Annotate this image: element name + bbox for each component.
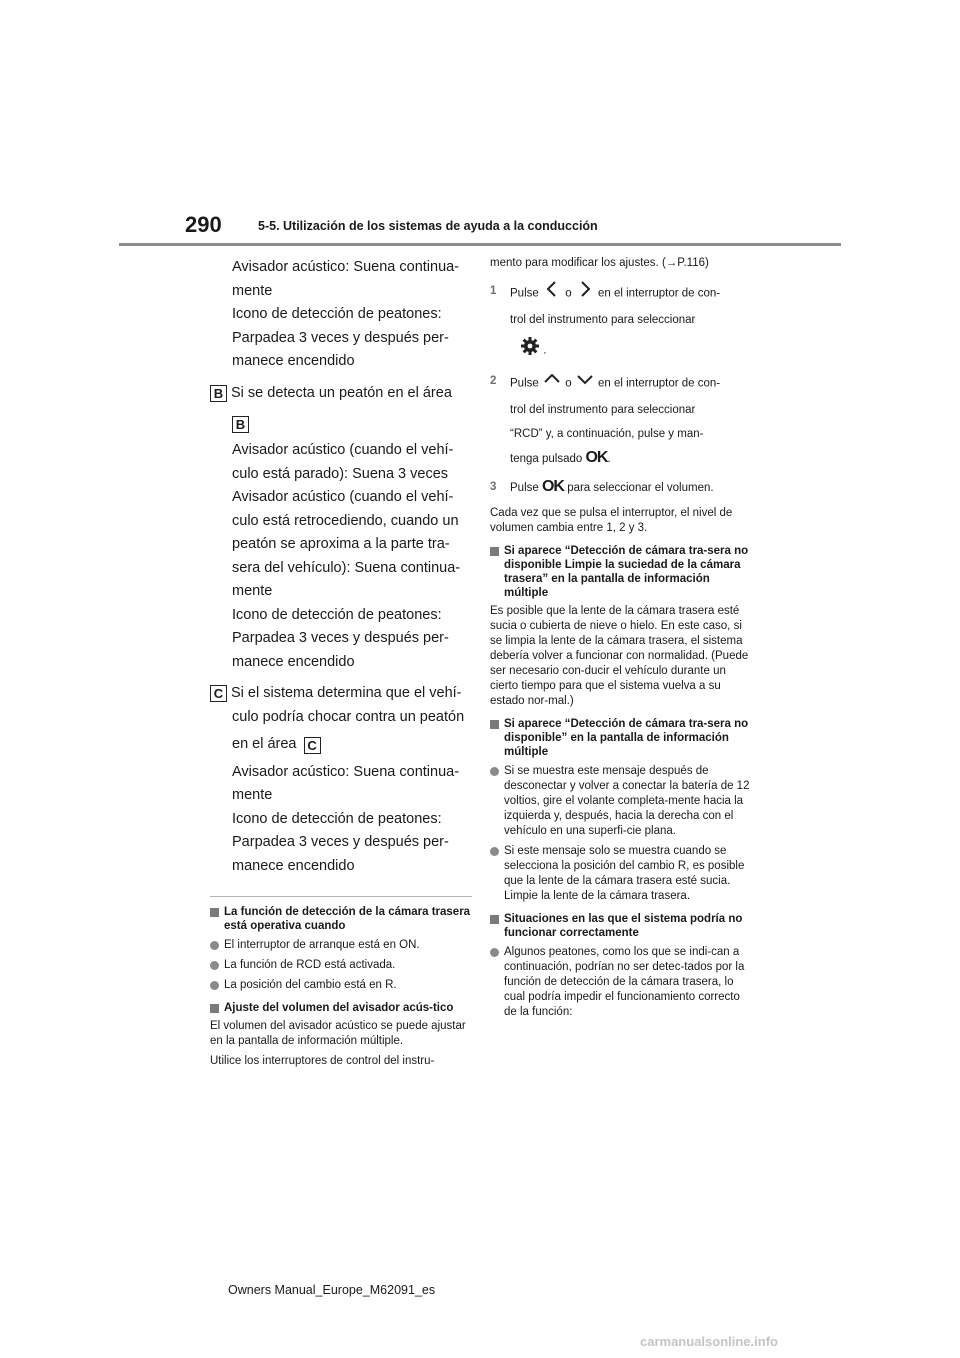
section-title: 5-5. Utilización de los sistemas de ayuda a la conducción	[258, 219, 598, 233]
text-line: Avisador acústico (cuando el vehí-	[232, 489, 454, 505]
step-line: trol del instrumento para seleccionar	[510, 314, 696, 326]
square-bullet-icon	[210, 1004, 219, 1013]
text-fragment: o	[565, 287, 572, 300]
text-line: Icono de detección de peatones:	[232, 606, 442, 623]
text-fragment: en el área	[232, 736, 297, 752]
area-c-lines	[210, 706, 472, 879]
text-fragment: .	[607, 453, 611, 465]
section-heading	[210, 1001, 472, 1015]
heading-text: Ajuste del volumen del avisador acús-tico	[224, 1002, 454, 1014]
area-b-block	[210, 382, 472, 675]
section-heading	[210, 905, 472, 933]
area-b-badge: B	[210, 385, 227, 402]
watermark: carmanualsonline.info	[640, 1334, 778, 1349]
list-item	[490, 764, 752, 839]
text-line: peatón se aproxima a la parte tra-	[232, 536, 450, 552]
list-item	[490, 844, 752, 904]
round-bullet-icon	[490, 847, 499, 856]
step-body	[510, 475, 752, 500]
round-bullet-icon	[490, 948, 499, 957]
text-line: Avisador acústico (cuando el vehí-	[232, 442, 454, 458]
round-bullet-icon	[210, 941, 219, 950]
intro-block	[210, 256, 472, 374]
text-fragment: Pulse	[510, 377, 539, 390]
heading-text: La función de detección de la cámara trasera está operativa cuando	[224, 906, 471, 932]
heading-text: Situaciones en las que el sistema podría no funcionar correctamente	[504, 913, 743, 939]
chevron-down-icon	[575, 369, 595, 398]
square-bullet-icon	[210, 908, 219, 917]
bullet-text: El interruptor de arranque está en ON.	[224, 939, 420, 951]
step-line	[510, 279, 752, 308]
paragraph: Utilice los interruptores de control del instru-	[210, 1055, 435, 1067]
bullet-text: La función de RCD está activada.	[224, 959, 396, 971]
step-line	[510, 369, 752, 398]
step-2	[490, 369, 752, 471]
paragraph: mento para modificar los ajustes. (→P.116)	[490, 257, 709, 269]
right-column	[490, 256, 752, 1025]
list-item	[210, 938, 472, 953]
step-line: “RCD” y, a continuación, pulse y man-	[510, 428, 704, 440]
text-line: culo podría chocar contra un peatón	[232, 708, 465, 725]
step-1	[490, 279, 752, 365]
area-b-row	[210, 382, 472, 406]
step-line	[510, 336, 752, 365]
step-number: 2	[490, 375, 497, 387]
text-line: Icono de detección de peatones:	[232, 306, 442, 322]
text-fragment: en el interruptor de con-	[598, 287, 721, 300]
text-fragment: o	[565, 377, 572, 390]
text-line: Si se detecta un peatón en el área	[231, 384, 452, 401]
text-line: mente	[232, 583, 273, 599]
area-c-row	[210, 682, 472, 706]
header-divider	[119, 243, 841, 246]
ok-button-icon: OK	[585, 449, 608, 466]
step-line	[510, 446, 752, 471]
area-b-badge-row	[232, 414, 472, 433]
list-item	[210, 958, 472, 973]
ok-button-icon: OK	[541, 478, 564, 495]
section-heading	[490, 717, 752, 759]
area-b-badge: B	[232, 416, 249, 433]
paragraph: Cada vez que se pulsa el interruptor, el nivel de volumen cambia entre 1, 2 y 3.	[490, 507, 733, 534]
area-c-badge: C	[304, 737, 321, 754]
bullet-text: La posición del cambio está en R.	[224, 979, 397, 991]
round-bullet-icon	[210, 981, 219, 990]
text-line: manece encendido	[232, 857, 355, 874]
text-line: mente	[232, 282, 273, 299]
area-c-block	[210, 682, 472, 878]
chevron-up-icon	[542, 369, 562, 398]
section-divider	[210, 896, 472, 897]
left-column	[210, 256, 472, 1074]
step-body	[510, 279, 752, 365]
bullet-text: Si este mensaje solo se muestra cuando se selecciona la posición del cambio R, es posible que la lente de la cámara trasera esté sucia. Limpie la lente de la cámara trasera.	[504, 845, 745, 902]
text-line: culo está parado): Suena 3 veces	[232, 465, 449, 482]
text-fragment: Pulse	[510, 287, 539, 300]
round-bullet-icon	[490, 767, 499, 776]
text-line: Parpadea 3 veces y después per-	[232, 834, 449, 850]
footer-text: Owners Manual_Europe_M62091_es	[228, 1283, 436, 1297]
step-number: 1	[490, 285, 497, 297]
text-line: manece encendido	[232, 653, 355, 670]
bullet-text: Algunos peatones, como los que se indi-can a continuación, podrían no ser detec-tados por la función de detección de la cámara trasera, lo cual podría impedir el funcionamiento correcto de la función:	[504, 946, 745, 1018]
page-number: 290	[185, 212, 222, 237]
chevron-right-icon	[575, 279, 595, 308]
text-line: manece encendido	[232, 353, 355, 369]
section-heading	[490, 912, 752, 940]
text-line	[232, 733, 472, 757]
step-line: trol del instrumento para seleccionar	[510, 404, 696, 416]
text-line: sera del vehículo): Suena continua-	[232, 559, 461, 576]
text-line: Avisador acústico: Suena continua-	[232, 763, 460, 780]
text-fragment: tenga pulsado	[510, 453, 583, 465]
page-header	[0, 0, 960, 250]
text-fragment: Pulse	[510, 482, 539, 494]
paragraph: El volumen del avisador acústico se puede ajustar en la pantalla de información múltiple.	[210, 1020, 466, 1047]
text-line: culo está retrocediendo, cuando un	[232, 512, 459, 529]
text-line: Avisador acústico: Suena continua-	[232, 259, 460, 275]
text-fragment: en el interruptor de con-	[598, 377, 721, 390]
gear-icon	[520, 336, 540, 365]
square-bullet-icon	[490, 547, 499, 556]
round-bullet-icon	[210, 961, 219, 970]
text-line: Icono de detección de peatones:	[232, 810, 442, 827]
area-b-details	[210, 439, 472, 674]
text-fragment: .	[543, 344, 547, 357]
heading-text: Si aparece “Detección de cámara tra-sera no disponible Limpie la suciedad de la cámara trasera” en la pantalla de información múltiple	[504, 545, 749, 599]
square-bullet-icon	[490, 915, 499, 924]
step-3	[490, 475, 752, 500]
area-c-badge: C	[210, 685, 227, 702]
list-item	[210, 978, 472, 993]
list-item	[490, 945, 752, 1020]
text-fragment: para seleccionar el volumen.	[567, 482, 714, 494]
heading-text: Si aparece “Detección de cámara tra-sera no disponible” en la pantalla de información múltiple	[504, 718, 749, 758]
bullet-text: Si se muestra este mensaje después de desconectar y volver a conectar la batería de 12 voltios, gire el volante completa-mente hacia la izquierda y, después, hacia la derecha con el vehículo en una superfi-cie plana.	[504, 765, 750, 837]
chevron-left-icon	[542, 279, 562, 308]
step-number: 3	[490, 481, 497, 493]
paragraph: Es posible que la lente de la cámara trasera esté sucia o cubierta de nieve o hielo. En este caso, si se limpia la lente de la cámara trasera, el sistema debería volver a funcionar con normalidad. (Puede ser necesario con-ducir el vehículo durante un cierto tiempo para que el sistema vuelva a su estado nor-mal.)	[490, 605, 749, 707]
section-heading	[490, 544, 752, 600]
step-body	[510, 369, 752, 471]
text-line: mente	[232, 787, 273, 803]
text-line: Parpadea 3 veces y después per-	[232, 630, 449, 646]
text-line: Si el sistema determina que el vehí-	[231, 685, 462, 701]
text-line: Parpadea 3 veces y después per-	[232, 329, 449, 346]
square-bullet-icon	[490, 720, 499, 729]
